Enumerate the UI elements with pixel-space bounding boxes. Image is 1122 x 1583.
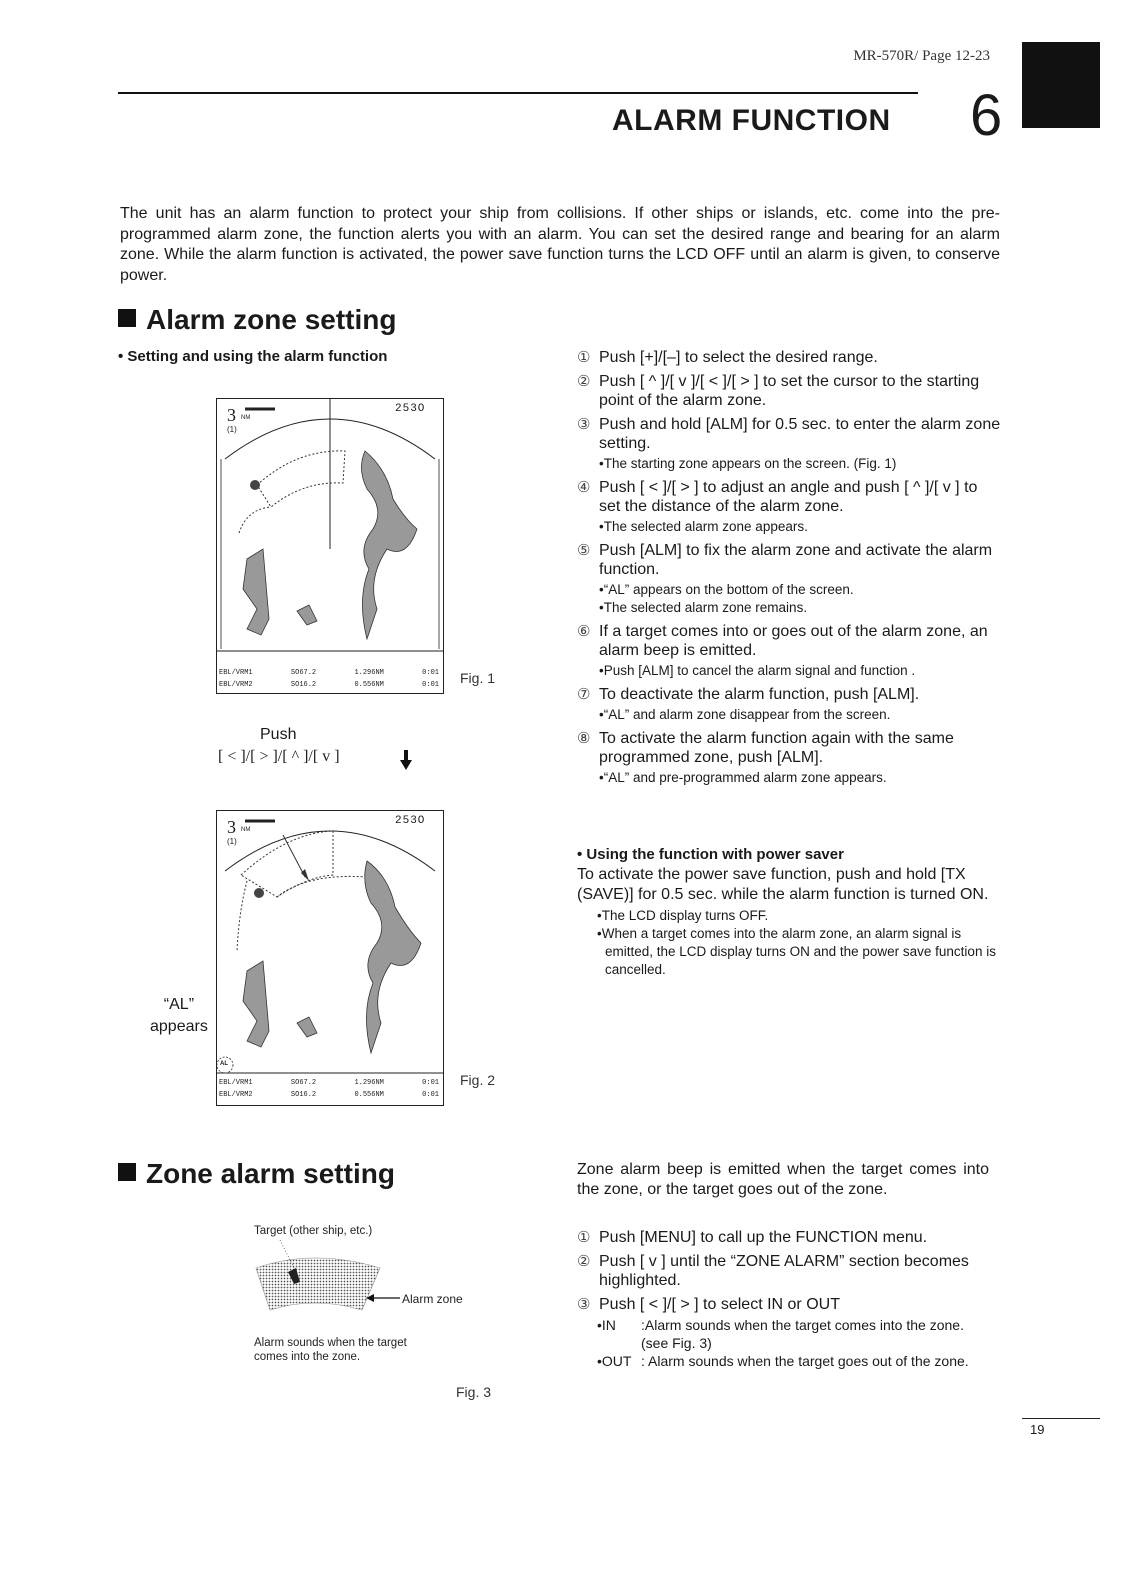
- step-item: [577, 541, 1002, 617]
- fig1-radar-graphic: [217, 399, 443, 693]
- fig2-radar-graphic: [217, 811, 443, 1105]
- subheading-setting-alarm: • Setting and using the alarm function: [118, 348, 388, 365]
- step-note: •“AL” and alarm zone disappear from the screen.: [599, 707, 891, 722]
- fig2-al-indicator: AL: [220, 1061, 228, 1067]
- step-text: To deactivate the alarm function, push [ALM].: [599, 686, 920, 703]
- down-arrow-icon: [400, 750, 412, 770]
- step-number: ①: [577, 1229, 591, 1246]
- fig1-readout-row-1: EBL/VRM1 SO67.2 1.296NM 0:01: [219, 669, 439, 677]
- fig1-bearing: 253O: [395, 403, 426, 415]
- header-rule: [118, 92, 918, 94]
- step-item: [577, 372, 1002, 410]
- chapter-tab-block: [1022, 42, 1100, 128]
- option-out: •OUT : Alarm sounds when the target goes out of the zone.: [597, 1353, 969, 1369]
- power-saver-notes: •The LCD display turns OFF. •When a target comes into the alarm zone, an alarm signal is emitted, the LCD display turns ON and the power save function is cancelled.: [597, 908, 996, 977]
- al-appears-note: “AL” appears: [150, 996, 208, 1035]
- fig1-label: Fig. 1: [460, 670, 496, 686]
- page-reference: MR-570R/ Page 12-23: [853, 48, 990, 64]
- step-item: [577, 415, 1002, 473]
- step-note: •“AL” and pre-programmed alarm zone appears.: [599, 770, 887, 785]
- step-text: Push [MENU] to call up the FUNCTION menu.: [599, 1229, 928, 1246]
- push-label: Push: [260, 726, 297, 743]
- step-text: Push [ v ] until the “ZONE ALARM” section becomes highlighted.: [599, 1253, 969, 1289]
- step-text: Push [ < ]/[ > ] to select IN or OUT: [599, 1296, 840, 1313]
- fig2-range-unit: NM: [241, 827, 251, 833]
- option-in: •IN :Alarm sounds when the target comes into the zone. (see Fig. 3): [597, 1317, 964, 1351]
- intro-paragraph: The unit has an alarm function to protect your ship from collisions. If other ships or islands, etc. come into the pre-programmed alarm zone, the function alerts you with an alarm. You can set the desired range and bearing for an alarm zone. While the alarm function is activated, the power save function turns the LCD OFF until an alarm is given, to conserve power.: [120, 205, 1000, 284]
- step-text: Push [ < ]/[ > ] to adjust an angle and push [ ^ ]/[ v ] to set the distance of the alarm zone.: [599, 479, 978, 515]
- step-notes: [599, 706, 1002, 724]
- fig2-readout-row-2: EBL/VRM2 SO16.2 0.556NM 0:01: [219, 1091, 439, 1099]
- fig3-label: Fig. 3: [456, 1384, 492, 1400]
- step-notes: [599, 662, 1002, 680]
- section-heading-alarm-zone: Alarm zone setting: [118, 304, 396, 336]
- step-note: •Push [ALM] to cancel the alarm signal and function .: [599, 663, 916, 678]
- step-number: ⑧: [577, 730, 591, 747]
- step-number: ②: [577, 373, 591, 390]
- step-text: Push [+]/[–] to select the desired range.: [599, 349, 878, 366]
- fig2-radar-screen: [216, 810, 444, 1106]
- step-text: Push and hold [ALM] for 0.5 sec. to enter the alarm zone setting.: [599, 416, 1001, 452]
- step-notes: [599, 455, 1002, 473]
- step-item: [577, 1252, 1002, 1290]
- step-text: Push [ ^ ]/[ v ]/[ < ]/[ > ] to set the cursor to the starting point of the alarm zone.: [599, 373, 980, 409]
- fig2-range-value: 3: [227, 817, 236, 837]
- step-number: ④: [577, 479, 591, 496]
- page-number-rule: [1022, 1418, 1100, 1419]
- fig1-radar-screen: [216, 398, 444, 694]
- fig3-target-label: Target (other ship, etc.): [254, 1225, 373, 1237]
- step-number: ③: [577, 416, 591, 433]
- heading-square-icon: [118, 309, 136, 327]
- fig2-mode: (1): [227, 837, 237, 846]
- step-item: [577, 348, 1002, 367]
- step-text: To activate the alarm function again with the same programmed zone, push [ALM].: [599, 730, 954, 766]
- push-keys: [ < ]/[ > ]/[ ^ ]/[ v ]: [218, 748, 340, 765]
- zone-alarm-steps: [577, 1228, 1002, 1319]
- fig3-caption: Alarm sounds when the target comes into the zone.: [254, 1337, 407, 1363]
- page-title: ALARM FUNCTION: [612, 104, 891, 137]
- page-number: 19: [1030, 1422, 1045, 1437]
- step-notes: [599, 581, 1002, 617]
- step-number: ②: [577, 1253, 591, 1270]
- fig3-zone-diagram: [250, 1238, 470, 1322]
- step-notes: [599, 518, 1002, 536]
- heading-square-icon: [118, 1163, 136, 1181]
- section-heading-zone-alarm: Zone alarm setting: [118, 1158, 395, 1190]
- step-number: ⑥: [577, 623, 591, 640]
- step-item: [577, 729, 1002, 787]
- step-item: [577, 478, 1002, 536]
- step-item: [577, 685, 1002, 724]
- step-item: [577, 622, 1002, 680]
- fig2-bearing: 253O: [395, 815, 426, 827]
- step-note: •The starting zone appears on the screen. (Fig. 1): [599, 456, 897, 471]
- step-number: ⑤: [577, 542, 591, 559]
- step-text: Push [ALM] to fix the alarm zone and activate the alarm function.: [599, 542, 993, 578]
- fig1-readout-row-2: EBL/VRM2 SO16.2 0.556NM 0:01: [219, 681, 439, 689]
- step-note: •The selected alarm zone appears.: [599, 519, 808, 534]
- power-saver-heading: • Using the function with power saver: [577, 846, 844, 863]
- step-item: [577, 1228, 1002, 1247]
- step-number: ⑦: [577, 686, 591, 703]
- step-item: [577, 1295, 1002, 1314]
- fig1-mode: (1): [227, 425, 237, 434]
- step-note: •The selected alarm zone remains.: [599, 600, 808, 615]
- chapter-number: 6: [970, 83, 1003, 148]
- fig2-label: Fig. 2: [460, 1072, 496, 1088]
- fig1-range-value: 3: [227, 405, 236, 425]
- fig3-zone-label: Alarm zone: [402, 1292, 463, 1306]
- fig2-readout-row-1: EBL/VRM1 SO67.2 1.296NM 0:01: [219, 1079, 439, 1087]
- step-notes: [599, 769, 1002, 787]
- step-text: If a target comes into or goes out of the alarm zone, an alarm beep is emitted.: [599, 623, 988, 659]
- zone-alarm-intro: Zone alarm beep is emitted when the target comes into the zone, or the target goes out of the zone.: [577, 1161, 989, 1198]
- step-note: •“AL” appears on the bottom of the screen.: [599, 582, 854, 597]
- step-number: ③: [577, 1296, 591, 1313]
- power-saver-text: To activate the power save function, push and hold [TX (SAVE)] for 0.5 sec. while the alarm function is turned ON.: [577, 866, 989, 903]
- zone-alarm-options: [597, 1316, 989, 1370]
- fig1-range-unit: NM: [241, 415, 251, 421]
- alarm-zone-steps: [577, 348, 1002, 792]
- power-saver-block: [577, 845, 997, 979]
- step-number: ①: [577, 349, 591, 366]
